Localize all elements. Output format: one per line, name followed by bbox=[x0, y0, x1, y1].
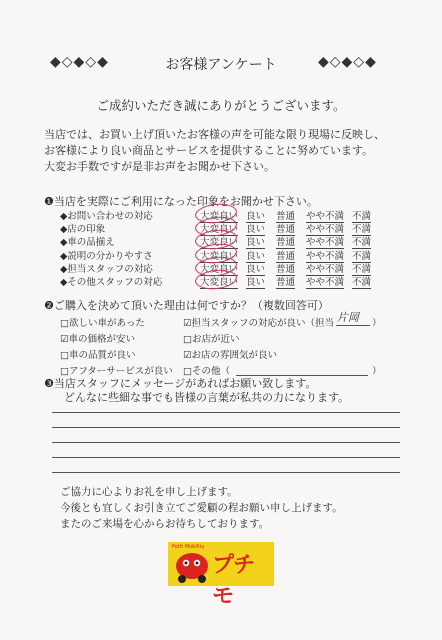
message-line[interactable] bbox=[52, 472, 400, 473]
thanks-text: ご成約いただき誠にありがとうございます。 bbox=[96, 98, 346, 113]
rating-option[interactable]: 普通 bbox=[276, 248, 295, 263]
rating-option[interactable]: 不満 bbox=[352, 261, 371, 276]
q2-heading: ❷ご購入を決めて頂いた理由は何ですか？（複数回答可） bbox=[44, 299, 329, 312]
staff-close: ） bbox=[372, 318, 382, 329]
rating-option[interactable]: 良い bbox=[246, 208, 265, 223]
rating-row bbox=[60, 221, 372, 236]
rating-option[interactable]: 不満 bbox=[352, 234, 371, 249]
rating-row bbox=[60, 234, 372, 249]
rating-option[interactable]: 不満 bbox=[352, 221, 371, 236]
rating-row-label: ◆説明の分かりやすさ bbox=[60, 250, 153, 262]
rating-option[interactable]: やや不満 bbox=[306, 208, 344, 223]
logo-tagline: Petit Mobility bbox=[172, 544, 205, 550]
q2-option[interactable]: □お店が近い bbox=[183, 334, 240, 345]
right-diamonds: ◆◇◆◇◆ bbox=[318, 54, 377, 70]
rating-row-label: ◆その他スタッフの対応 bbox=[60, 277, 163, 288]
q1-heading: ❶当店を実際にご利用になった印象をお聞かせ下さい。 bbox=[44, 195, 318, 208]
message-line[interactable] bbox=[52, 427, 400, 428]
rating-option[interactable]: やや不満 bbox=[306, 261, 344, 276]
rating-option[interactable]: 不満 bbox=[352, 274, 371, 289]
q3-heading: ❸当店スタッフにメッセージがあればお願い致します。 bbox=[44, 377, 317, 390]
rating-option[interactable]: 大変良い bbox=[200, 274, 238, 289]
rating-option[interactable]: やや不満 bbox=[306, 234, 344, 249]
page-title: お客様アンケート bbox=[165, 57, 277, 73]
rating-option[interactable]: やや不満 bbox=[306, 221, 344, 236]
left-diamonds: ◆◇◆◇◆ bbox=[50, 54, 109, 70]
q2-option[interactable]: □アフターサービスが良い bbox=[60, 366, 173, 377]
rating-option[interactable]: 大変良い bbox=[200, 248, 238, 263]
rating-option[interactable]: 良い bbox=[246, 274, 265, 289]
rating-option[interactable]: 良い bbox=[246, 221, 265, 236]
rating-option[interactable]: 普通 bbox=[276, 221, 295, 236]
q2-option[interactable]: ☑車の価格が安い bbox=[60, 334, 136, 345]
intro-line: お客様により良い商品とサービスを提供することに努めています。 bbox=[44, 144, 374, 157]
q2-option[interactable]: □車の品質が良い bbox=[60, 350, 136, 361]
rating-row-label: ◆店の印象 bbox=[60, 224, 106, 236]
rating-row bbox=[60, 208, 372, 222]
rating-option[interactable]: 普通 bbox=[276, 234, 295, 249]
q2-option[interactable]: □その他（ bbox=[183, 366, 230, 377]
rating-option[interactable]: 大変良い bbox=[200, 208, 238, 223]
logo-name: プチモ bbox=[212, 553, 255, 609]
rating-row-label: ◆お問い合わせの対応 bbox=[60, 211, 153, 222]
intro-line: 大変お手数ですが是非お声をお聞かせ下さい。 bbox=[44, 160, 275, 173]
q2-option[interactable]: ☑お店の雰囲気が良い bbox=[183, 350, 278, 361]
rating-row bbox=[60, 248, 372, 262]
q2-option[interactable]: □欲しい車があった bbox=[60, 318, 145, 329]
rating-option[interactable]: 良い bbox=[246, 261, 265, 276]
rating-option[interactable]: やや不満 bbox=[306, 274, 344, 289]
rating-option[interactable]: 普通 bbox=[276, 274, 295, 289]
title-row bbox=[0, 54, 442, 74]
rating-row-label: ◆車の品揃え bbox=[60, 237, 115, 249]
q2-option[interactable]: ☑担当スタッフの対応が良い（担当 bbox=[183, 318, 335, 329]
message-line[interactable] bbox=[52, 442, 400, 443]
rating-row bbox=[60, 261, 372, 275]
staff-name-line bbox=[336, 325, 370, 326]
closing-line: 今後とも宜しくお引き立てご愛顧の程お願い申し上げます。 bbox=[60, 502, 343, 514]
rating-option[interactable]: 大変良い bbox=[200, 234, 238, 249]
other-close: ） bbox=[372, 366, 382, 377]
rating-option[interactable]: 普通 bbox=[276, 208, 295, 223]
closing-line: またのご来場を心からお待ちしております。 bbox=[60, 518, 270, 530]
rating-option[interactable]: 大変良い bbox=[200, 221, 238, 236]
rating-option[interactable]: 普通 bbox=[276, 261, 295, 276]
shop-logo bbox=[168, 542, 274, 609]
rating-row-label: ◆担当スタッフの対応 bbox=[60, 263, 153, 275]
rating-option[interactable]: 良い bbox=[246, 234, 265, 249]
message-line[interactable] bbox=[52, 457, 400, 458]
rating-option[interactable]: 不満 bbox=[352, 208, 371, 223]
q3-subheading: どんなに些細な事でも皆様の言葉が私共の力になります。 bbox=[64, 391, 350, 404]
message-line[interactable] bbox=[52, 412, 400, 413]
rating-option[interactable]: 良い bbox=[246, 248, 265, 263]
rating-option[interactable]: やや不満 bbox=[306, 248, 344, 263]
intro-line: 当店では、お買い上げ頂いたお客様の声を可能な限り現場に反映し、 bbox=[44, 128, 385, 141]
closing-line: ご協力に心よりお礼を申し上げます。 bbox=[60, 486, 238, 498]
rating-row bbox=[60, 274, 372, 288]
car-mascot-icon bbox=[172, 545, 212, 585]
rating-option[interactable]: 大変良い bbox=[200, 261, 238, 276]
rating-option[interactable]: 不満 bbox=[352, 248, 371, 263]
staff-name-handwritten: 片岡 bbox=[337, 311, 359, 324]
